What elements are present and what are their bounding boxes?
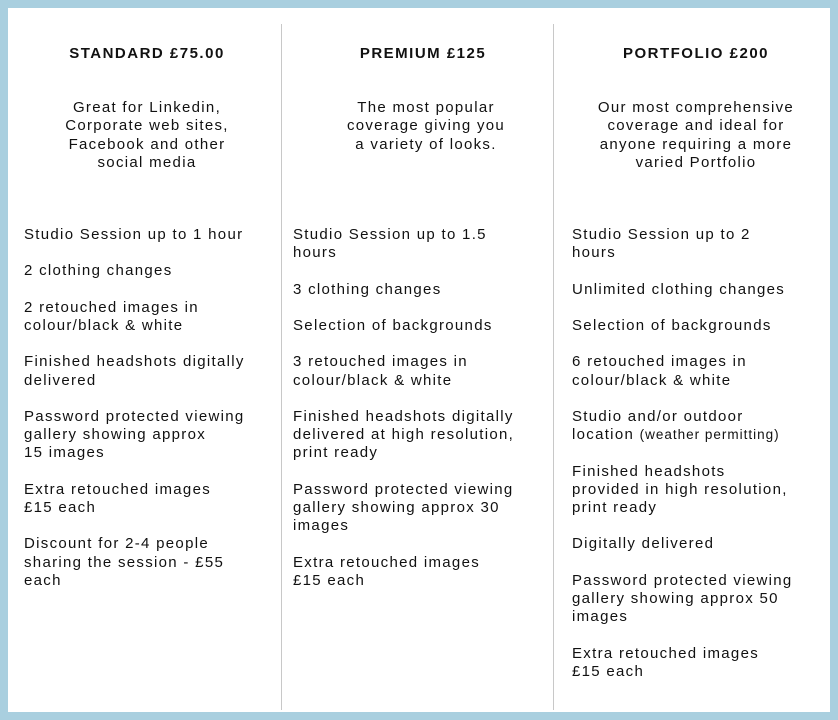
column-divider <box>281 24 282 710</box>
feature-item: Discount for 2-4 people sharing the session - £55 each <box>24 535 225 589</box>
feature-item: Studio Session up to 1.5 hours <box>293 226 487 262</box>
feature-list <box>24 226 245 608</box>
feature-list <box>572 226 793 699</box>
feature-item: Extra retouched images £15 each <box>24 480 212 516</box>
plan-description: Great for Linkedin, Corporate web sites, Facebook and other social media <box>65 99 229 171</box>
feature-item: Password protected viewing gallery showing approx 30 images <box>293 480 514 535</box>
plan-title: PORTFOLIO £200 <box>622 45 770 62</box>
feature-text: Studio and/or outdoor location <box>572 407 744 444</box>
feature-item: Digitally delivered <box>572 535 715 553</box>
feature-item: Finished headshots digitally delivered <box>24 353 245 389</box>
column-divider <box>553 24 554 710</box>
plan-title: PREMIUM £125 <box>359 45 487 62</box>
feature-item: 2 retouched images in colour/black & white <box>24 298 199 334</box>
feature-item: Selection of backgrounds <box>572 316 772 334</box>
feature-item: 3 retouched images in colour/black & white <box>293 353 468 389</box>
feature-item: Finished headshots provided in high resolution, print ready <box>572 462 788 516</box>
feature-item: Unlimited clothing changes <box>572 280 786 298</box>
feature-item: Studio Session up to 1 hour <box>24 226 244 243</box>
feature-item: Extra retouched images £15 each <box>293 553 481 589</box>
feature-item: Password protected viewing gallery showing approx 50 images <box>572 571 793 626</box>
feature-item: Extra retouched images £15 each <box>572 644 760 680</box>
plan-description: Our most comprehensive coverage and ideal for anyone requiring a more varied Portfolio <box>597 99 795 171</box>
feature-item: 6 retouched images in colour/black & white <box>572 353 747 389</box>
feature-item <box>572 408 793 444</box>
feature-item: 3 clothing changes <box>293 280 442 298</box>
feature-item: Password protected viewing gallery showing approx 15 images <box>24 407 245 462</box>
feature-item: Finished headshots digitally delivered at high resolution, print ready <box>293 407 515 462</box>
weather-note: (weather permitting) <box>639 427 780 443</box>
feature-item: Studio Session up to 2 hours <box>572 226 751 262</box>
plan-description: The most popular coverage giving you a variety of looks. <box>346 99 506 153</box>
feature-item: 2 clothing changes <box>24 262 173 280</box>
feature-item: Selection of backgrounds <box>293 316 493 334</box>
plan-title: STANDARD £75.00 <box>69 45 225 62</box>
feature-list <box>293 226 514 608</box>
